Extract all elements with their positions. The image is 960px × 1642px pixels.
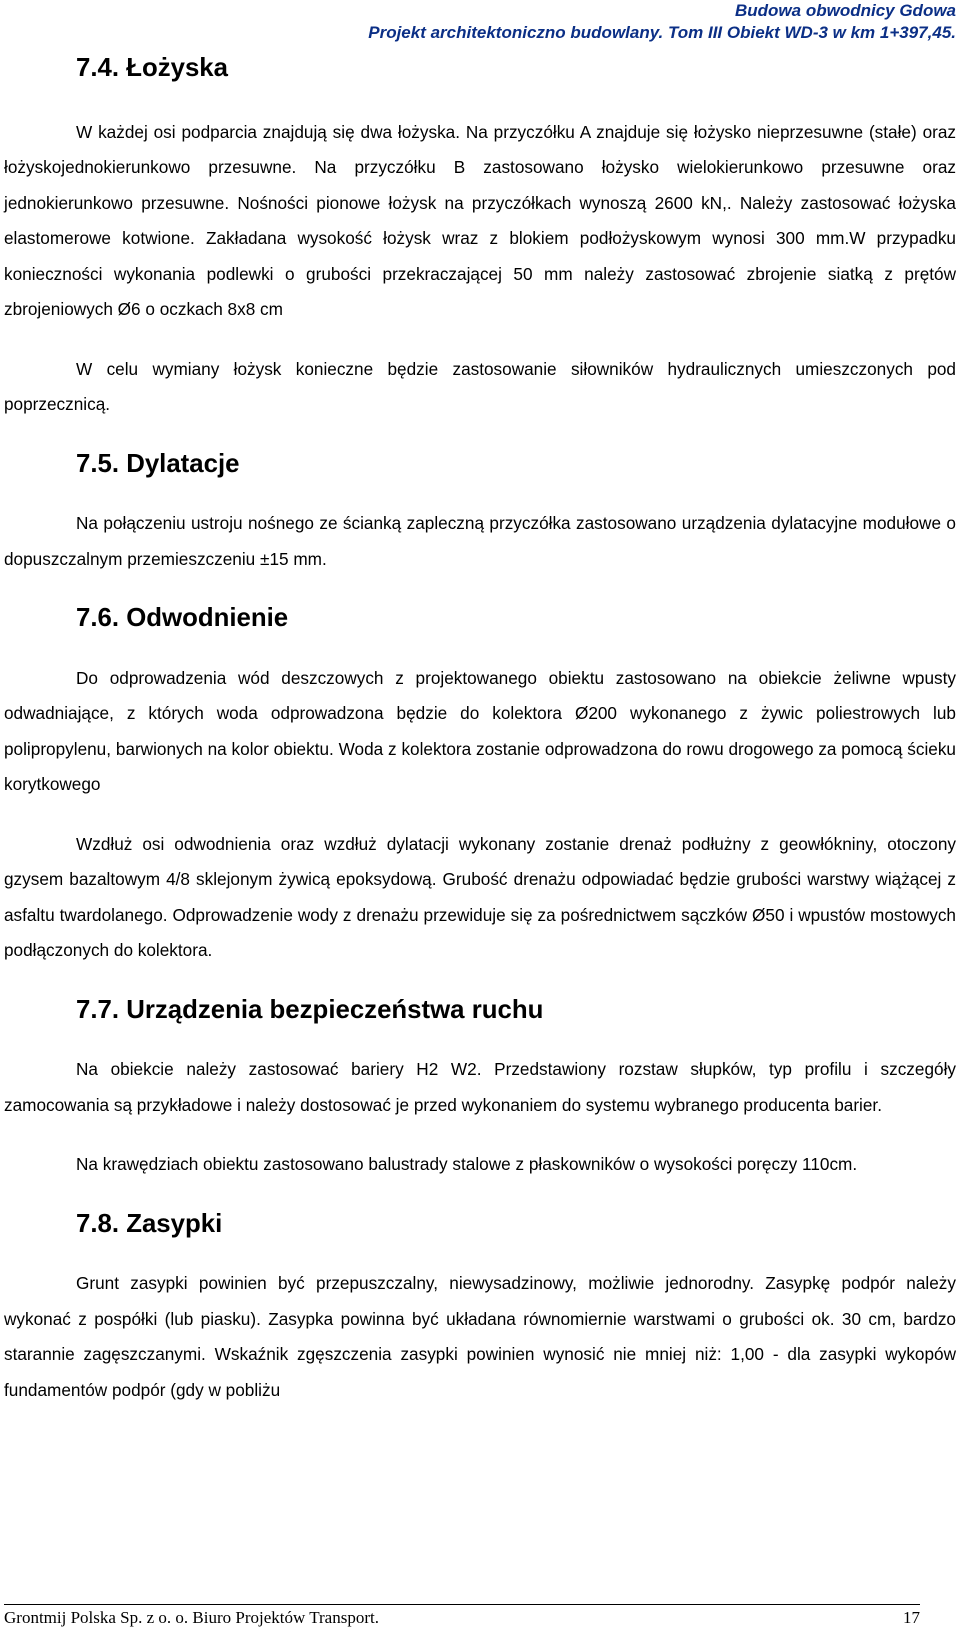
section-heading-bearings: 7.4. Łożyska: [76, 54, 228, 82]
section-heading-expansion-joints: 7.5. Dylatacje: [76, 449, 240, 478]
paragraph-drainage-2: Wzdłuż osi odwodnienia oraz wzdłuż dylatacji wykonany zostanie drenaż podłużny z geowłókniny, otoczony gzysem bazaltowym 4/8 sklejonym żywicą epoksydową. Grubość drenażu odpowiadać będzie grubości warstwy wiążącej z asfaltu twardolanego. Odprowadzenie wody z drenażu przewiduje się za pośrednictwem sączków Ø50 i wpustów mostowych podłączonych do kolektora.: [4, 833, 956, 960]
section-heading-backfill: 7.8. Zasypki: [76, 1209, 223, 1238]
paragraph-bearings-1: W każdej osi podparcia znajdują się dwa łożyska. Na przyczółku A znajduje się łożysko nieprzesuwne (stałe) oraz łożyskojednokierunkowo przesuwne. Na przyczółku B zastosowano łożysko wielokierunkowo przesuwne oraz jednokierunkowo przesuwne. Nośności pionowe łożysk na przyczółkach wynoszą 2600 kN,. Należy zastosować łożyska elastomerowe kotwione. Zakładana wysokość łożysk wraz z blokiem podłożyskowym wynosi 300 mm.W przypadku konieczności wykonania podlewki o grubości przekraczającej 50 mm należy zastosować zbrojenie siatką z prętów zbrojeniowych Ø6 o oczkach 8x8 cm: [4, 121, 956, 319]
document-body: [4, 51, 956, 1408]
page-header: [368, 0, 956, 44]
page-number: 17: [903, 1608, 920, 1627]
paragraph-traffic-safety-1: Na obiekcie należy zastosować bariery H2 W2. Przedstawiony rozstaw słupków, typ profilu i szczegóły zamocowania są przykładowe i należy dostosować je przed wykonaniem do systemu wybranego producenta barier.: [4, 1059, 956, 1115]
header-project-title: Budowa obwodnicy Gdowa: [735, 1, 956, 20]
paragraph-backfill-1: Grunt zasypki powinien być przepuszczalny, niewysadzinowy, możliwie jednorodny. Zasypkę podpór należy wykonać z pospółki (lub piasku). Zasypka powinna być układana równomiernie warstwami o grubości ok. 30 cm, bardzo starannie zagęszczanymi. Wskaźnik zgęszczenia zasypki powinien wynosić nie mniej niż: 1,00 - dla zasypki wykopów fundamentów podpór (gdy w pobliżu: [4, 1273, 956, 1400]
paragraph-expansion-joints: Na połączeniu ustroju nośnego ze ścianką zapleczną przyczółka zastosowano urządzenia dylatacyjne modułowe o dopuszczalnym przemieszczeniu ±15 mm.: [4, 513, 956, 569]
section-heading-drainage: 7.6. Odwodnienie: [76, 604, 289, 632]
footer-divider: [4, 1604, 920, 1605]
header-volume-subtitle: Projekt architektoniczno budowlany. Tom III Obiekt WD-3 w km 1+397,45.: [368, 23, 956, 42]
section-heading-traffic-safety: 7.7. Urządzenia bezpieczeństwa ruchu: [76, 995, 544, 1024]
footer-company: Grontmij Polska Sp. z o. o. Biuro Projektów Transport.: [4, 1608, 379, 1627]
paragraph-traffic-safety-2: Na krawędziach obiektu zastosowano balustrady stalowe z płaskowników o wysokości poręczy 110cm.: [76, 1154, 858, 1174]
paragraph-drainage-1: Do odprowadzenia wód deszczowych z projektowanego obiektu zastosowano na obiekcie żeliwne wpusty odwadniające, z których woda odprowadzona będzie do kolektora Ø200 wykonanego z żywic poliestrowych lub polipropylenu, barwionych na kolor obiektu. Woda z kolektora zostanie odprowadzona do rowu drogowego za pomocą ścieku korytkowego: [4, 667, 956, 794]
paragraph-bearings-2: W celu wymiany łożysk konieczne będzie zastosowanie siłowników hydraulicznych umieszczonych pod poprzecznicą.: [4, 358, 956, 414]
